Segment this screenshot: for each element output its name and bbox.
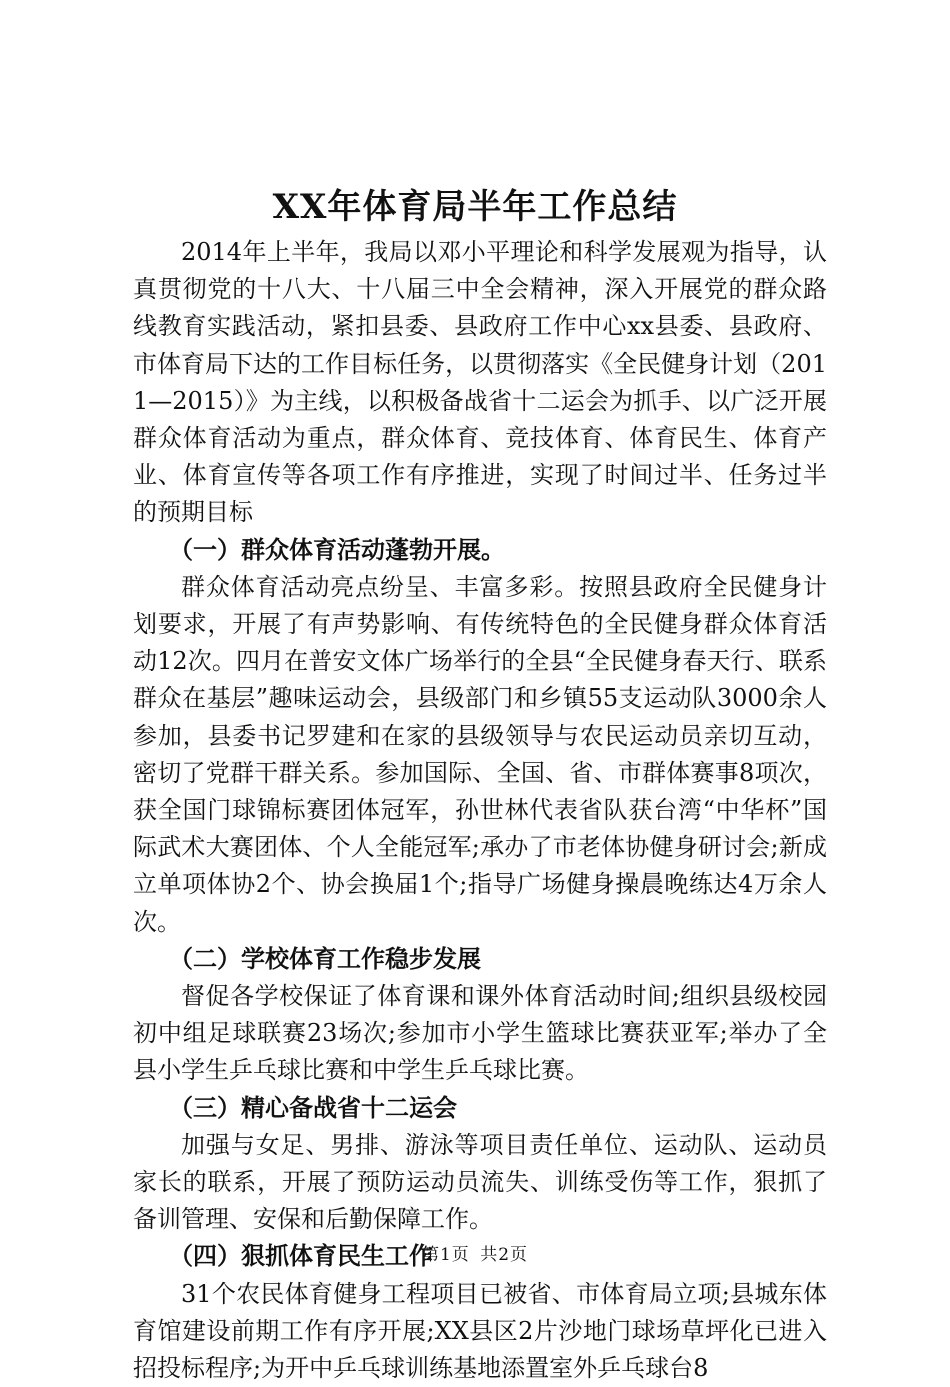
section-heading-1: （一）群众体育活动蓬勃开展。 <box>169 535 505 564</box>
document-title: XX年体育局半年工作总结 <box>272 187 678 227</box>
section-heading-3: （三）精心备战省十二运会 <box>169 1093 457 1122</box>
section-heading-2: （二）学校体育工作稳步发展 <box>169 944 481 973</box>
page-footer <box>0 1243 950 1267</box>
section-body-3: 加强与女足、男排、游泳等项目责任单位、运动队、运动员家长的联系，开展了预防运动员流失、训练受伤等工作，狠抓了备训管理、安保和后勤保障工作。 <box>133 1130 827 1234</box>
section-body-4: 31个农民体育健身工程项目已被省、市体育局立项;县城东体育馆建设前期工作有序开展;XX县区2片沙地门球场草坪化已进入招投标程序;为开中乒乓球训练基地添置室外乒乓球台8 <box>133 1279 827 1383</box>
page-number: 第1页 <box>421 1245 470 1265</box>
section-heading-4: （四）狠抓体育民生工作 <box>169 1242 433 1271</box>
document-body <box>133 234 827 1387</box>
page-total: 共2页 <box>480 1245 529 1265</box>
section-body-2: 督促各学校保证了体育课和课外体育活动时间;组织县级校园初中组足球联赛23场次;参加市小学生篮球比赛获亚军;举办了全县小学生乒乓球比赛和中学生乒乓球比赛。 <box>133 982 827 1085</box>
section-body-1: 群众体育活动亮点纷呈、丰富多彩。按照县政府全民健身计划要求，开展了有声势影响、有传统特色的全民健身群众体育活动12次。四月在普安文体广场举行的全县“全民健身春天行、联系群众在基层”趣味运动会，县级部门和乡镇55支运动队3000余人参加，县委书记罗建和在家的县级领导与农民运动员亲切互动，密切了党群干群关系。参加国际、全国、省、市群体赛事8项次，获全国门球锦标赛团体冠军，孙世林代表省队获台湾“中华杯”国际武术大赛团体、个人全能冠军;承办了市老体协健身研讨会;新成立单项体协2个、协会换届1个;指导广场健身操晨晚练达4万余人次。 <box>133 572 827 936</box>
intro-paragraph: 2014年上半年，我局以邓小平理论和科学发展观为指导，认真贯彻党的十八大、十八届三中全会精神，深入开展党的群众路线教育实践活动，紧扣县委、县政府工作中心xx县委、县政府、市体育局下达的工作目标任务，以贯彻落实《全民健身计划（2011—2015）》为主线，以积极备战省十二运会为抓手、以广泛开展群众体育活动为重点，群众体育、竞技体育、体育民生、体育产业、体育宣传等各项工作有序推进，实现了时间过半、任务过半的预期目标 <box>133 238 827 527</box>
